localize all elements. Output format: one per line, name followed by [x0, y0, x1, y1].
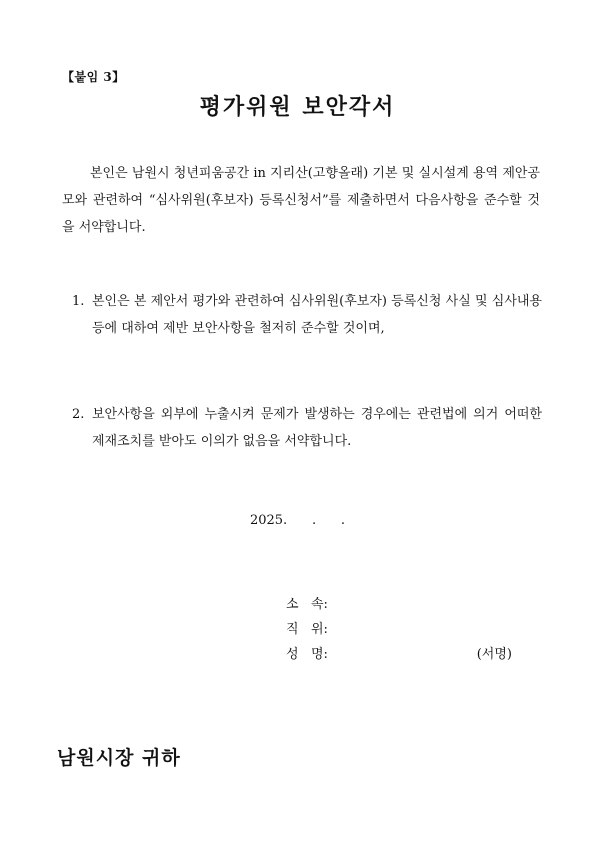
position-label: 직 위: [286, 622, 328, 637]
item-number: 1. [72, 294, 85, 309]
name-label: 성 명: [286, 647, 328, 662]
item-text: 본인은 본 제안서 평가와 관련하여 심사위원(후보자) 등록신청 사실 및 심사내용 등에 대하여 제반 보안사항을 철저히 준수할 것이며, [92, 294, 542, 336]
affiliation-label: 소 속: [286, 597, 328, 612]
position-row [286, 618, 526, 638]
item-number: 2. [72, 407, 85, 422]
affiliation-row [286, 593, 526, 613]
attachment-label: 【붙임 3】 [62, 70, 125, 84]
item-text: 보안사항을 외부에 누출시켜 문제가 발생하는 경우에는 관련법에 의거 어떠한 제재조치를 받아도 이의가 없음을 서약합니다. [92, 407, 542, 449]
name-row [286, 643, 526, 663]
addressee: 남원시장 귀하 [57, 747, 181, 769]
date-line: 2025. . . [249, 513, 346, 528]
document-title: 평가위원 보안각서 [199, 94, 396, 120]
intro-paragraph: 본인은 남원시 청년피움공간 in 지리산(고향올래) 기본 및 실시설계 용역 제안공모와 관련하여 “심사위원(후보자) 등록신청서”를 제출하면서 다음사항을 준수할 것을 서약합니다. [62, 166, 540, 235]
signature-note: (서명) [476, 647, 512, 662]
